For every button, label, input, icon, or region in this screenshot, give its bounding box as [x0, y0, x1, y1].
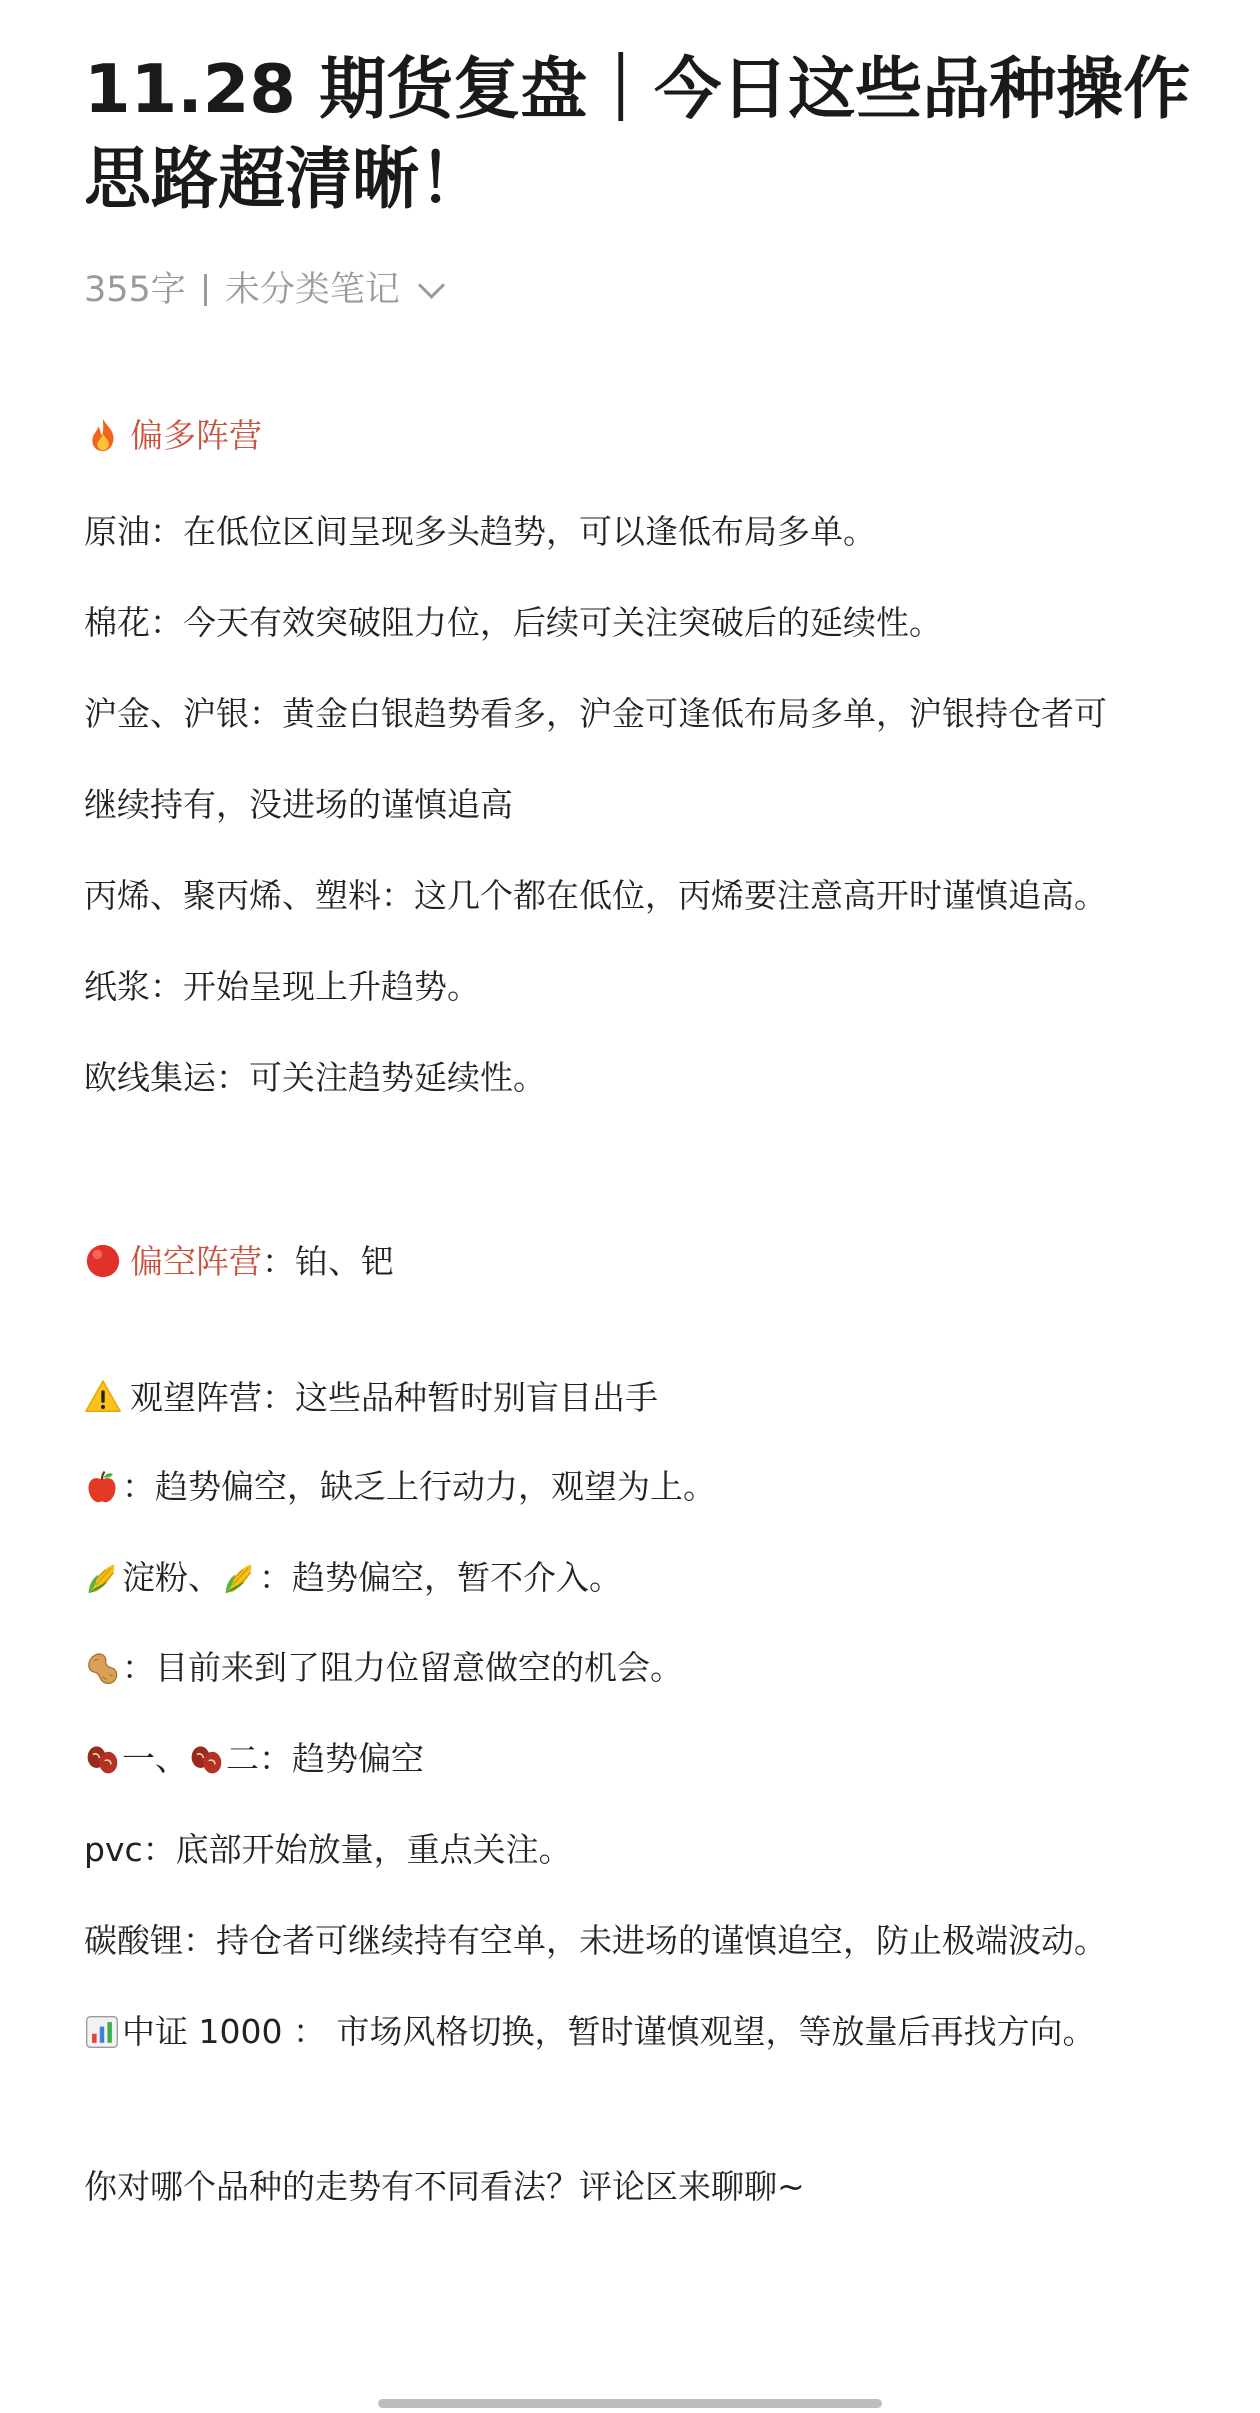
word-count: 355字	[84, 270, 186, 310]
list-item	[84, 1462, 1194, 1512]
apple-item-text: ：趋势偏空，缺乏上行动力，观望为上。	[122, 1467, 716, 1506]
list-item: 丙烯、聚丙烯、塑料：这几个都在低位，丙烯要注意高开时谨慎追高。	[84, 876, 1107, 915]
peanut-icon	[84, 1650, 120, 1686]
bar-chart-icon	[84, 2014, 120, 2050]
section-bull-heading	[84, 411, 1194, 461]
bull-heading-text: 偏多阵营	[130, 416, 262, 455]
list-item: 原油：在低位区间呈现多头趋势，可以逢低布局多单。	[84, 512, 876, 551]
page-title: 11.28 期货复盘｜今日这些品种操作思路超清晰！	[84, 50, 1191, 218]
meta-divider	[204, 274, 207, 306]
list-item	[84, 1734, 1194, 1784]
category-label: 未分类笔记	[224, 270, 400, 310]
corn-item-tail: ：趋势偏空，暂不介入。	[259, 1558, 622, 1597]
bear-items-text: ：铂、钯	[262, 1242, 394, 1281]
home-indicator[interactable]	[378, 2399, 882, 2408]
list-item	[84, 1553, 1194, 1603]
list-item: 欧线集运：可关注趋势延续性。	[84, 1058, 546, 1097]
list-item: 碳酸锂：持仓者可继续持有空单，未进场的谨慎追空，防止极端波动。	[84, 1921, 1107, 1960]
corn-icon	[84, 1560, 120, 1596]
watch-heading-text: 观望阵营：这些品种暂时别盲目出手	[130, 1378, 658, 1417]
red-circle-icon	[84, 1242, 122, 1280]
list-item: pvc：底部开始放量，重点关注。	[84, 1830, 572, 1869]
peanut-item-text: ：目前来到了阻力位留意做空的机会。	[122, 1648, 683, 1687]
closing-question: 你对哪个品种的走势有不同看法？评论区来聊聊~	[84, 2167, 805, 2206]
corn-item-mid: 淀粉、	[122, 1558, 221, 1597]
list-item	[84, 2007, 1194, 2057]
fire-icon	[84, 416, 122, 454]
apple-icon	[84, 1469, 120, 1505]
bean-icon	[84, 1741, 120, 1777]
section-watch-heading	[84, 1373, 1194, 1423]
warning-icon	[84, 1378, 122, 1416]
bean-item-mid: 一、	[122, 1739, 188, 1778]
csi-item-text: 中证 1000 ： 市场风格切换，暂时谨慎观望，等放量后再找方向。	[122, 2012, 1096, 2051]
list-item: 纸浆：开始呈现上升趋势。	[84, 967, 480, 1006]
bear-heading-text: 偏空阵营	[130, 1242, 262, 1281]
note-meta[interactable]	[84, 262, 441, 318]
list-item	[84, 1643, 1194, 1693]
bean-icon	[188, 1741, 224, 1777]
section-bear	[84, 1237, 1194, 1287]
list-item: 继续持有，没进场的谨慎追高	[84, 785, 513, 824]
bean-item-tail: 二：趋势偏空	[226, 1739, 424, 1778]
chevron-down-icon[interactable]	[418, 272, 445, 299]
list-item: 棉花：今天有效突破阻力位，后续可关注突破后的延续性。	[84, 603, 942, 642]
list-item: 沪金、沪银：黄金白银趋势看多，沪金可逢低布局多单，沪银持仓者可	[84, 694, 1107, 733]
corn-icon	[221, 1560, 257, 1596]
